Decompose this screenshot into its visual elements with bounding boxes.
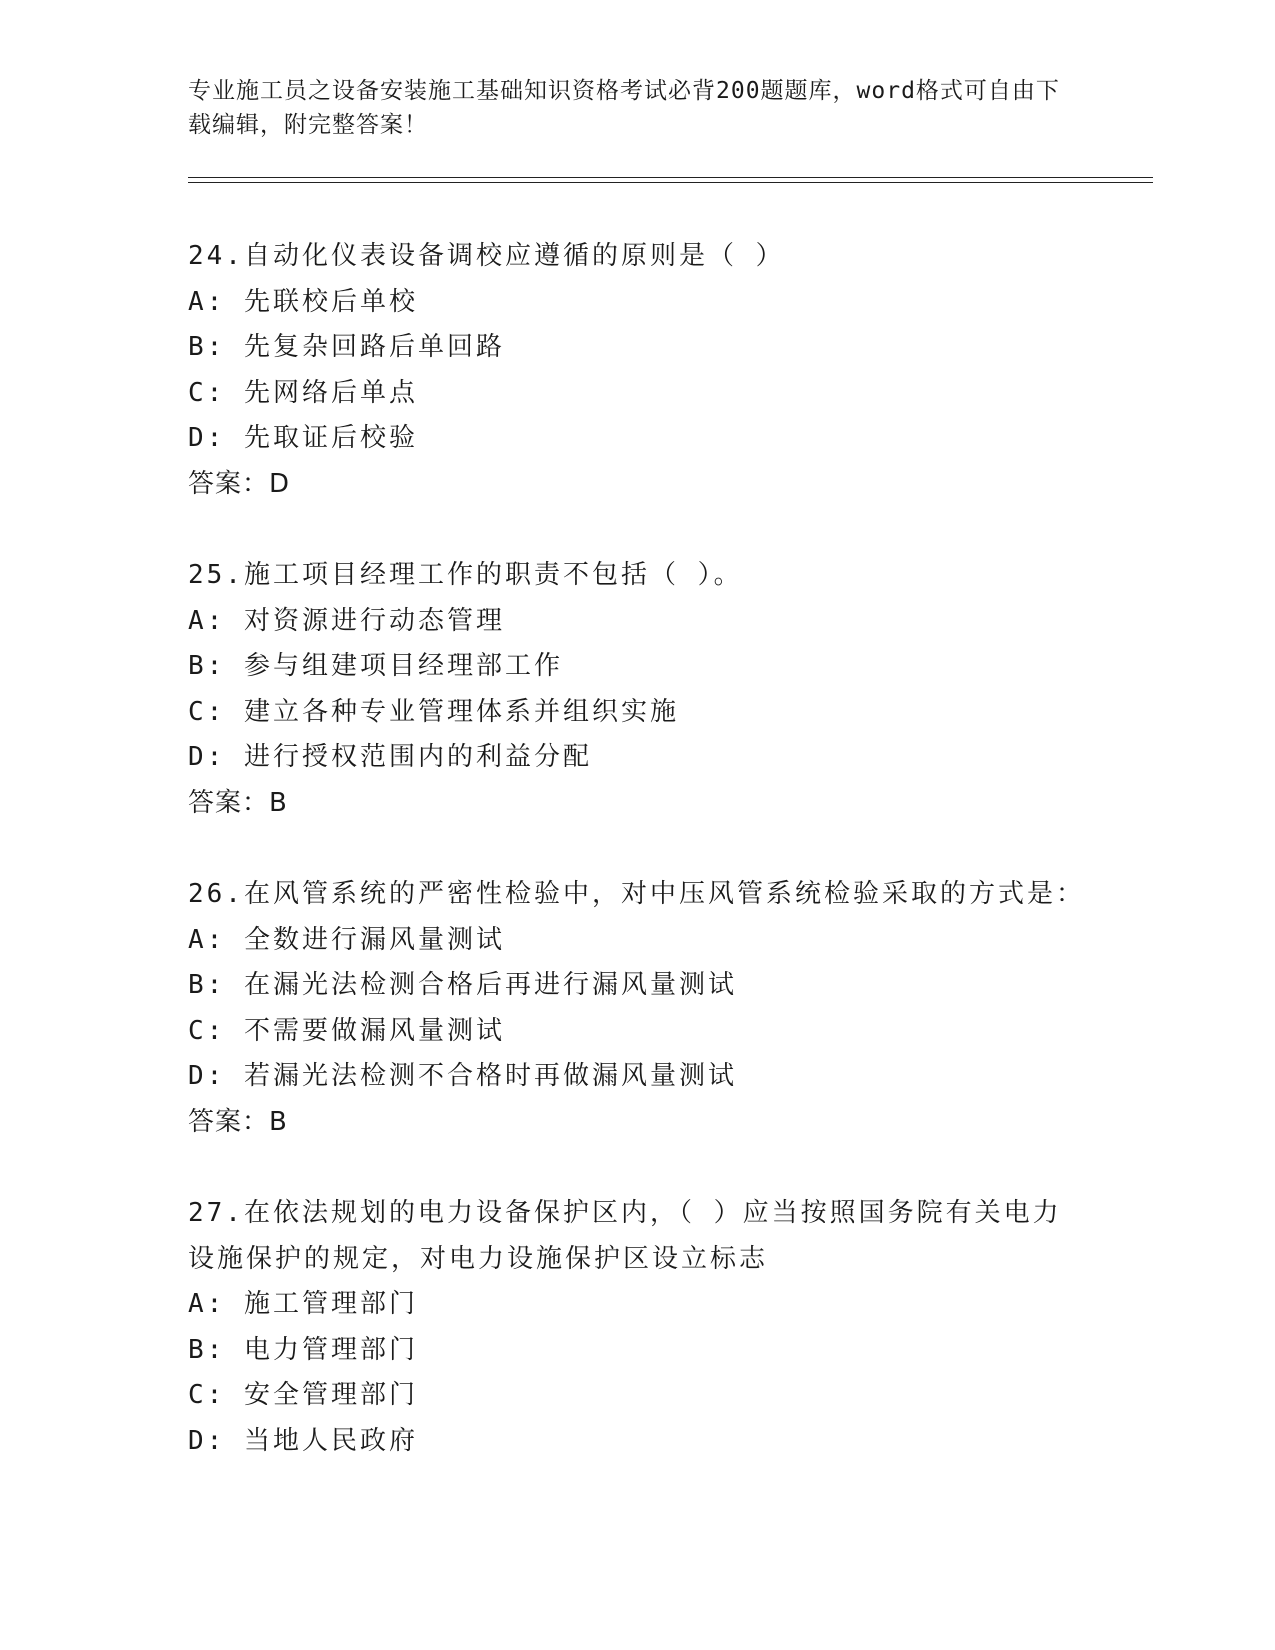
question-24 bbox=[188, 234, 1088, 507]
header-rule-bottom bbox=[188, 182, 1153, 183]
answer-line: 答案：D bbox=[188, 468, 291, 499]
question-27 bbox=[188, 1191, 1088, 1464]
answer-line: 答案：B bbox=[188, 1106, 288, 1137]
question-25 bbox=[188, 553, 1088, 826]
option-a: A: 先联校后单校 bbox=[188, 286, 418, 317]
question-stem-continued: 设施保护的规定，对电力设施保护区设立标志 bbox=[188, 1243, 769, 1274]
question-26 bbox=[188, 872, 1088, 1145]
option-c: C: 安全管理部门 bbox=[188, 1380, 418, 1410]
option-b: B: 先复杂回路后单回路 bbox=[188, 332, 505, 362]
option-d: D: 进行授权范围内的利益分配 bbox=[188, 742, 592, 772]
option-b: B: 在漏光法检测合格后再进行漏风量测试 bbox=[188, 970, 737, 1000]
option-a: A: 对资源进行动态管理 bbox=[188, 605, 505, 636]
option-a: A: 施工管理部门 bbox=[188, 1289, 418, 1319]
header-rule-top bbox=[188, 177, 1153, 178]
option-b: B: 参与组建项目经理部工作 bbox=[188, 651, 563, 681]
option-c: C: 建立各种专业管理体系并组织实施 bbox=[188, 696, 679, 727]
option-d: D: 先取证后校验 bbox=[188, 423, 418, 453]
document-header: 专业施工员之设备安装施工基础知识资格考试必背200题题库，word格式可自由下载编辑，附完整答案！ bbox=[188, 78, 1060, 138]
question-stem: 25.施工项目经理工作的职责不包括（ ）。 bbox=[188, 560, 743, 590]
option-d: D: 若漏光法检测不合格时再做漏风量测试 bbox=[188, 1061, 737, 1091]
question-stem: 24.自动化仪表设备调校应遵循的原则是（ ） bbox=[188, 241, 785, 271]
option-d: D: 当地人民政府 bbox=[188, 1425, 418, 1456]
question-stem: 27.在依法规划的电力设备保护区内，（ ）应当按照国务院有关电力 bbox=[188, 1198, 1062, 1228]
option-c: C: 先网络后单点 bbox=[188, 377, 418, 408]
question-stem: 26.在风管系统的严密性检验中，对中压风管系统检验采取的方式是： bbox=[188, 879, 1085, 909]
answer-line: 答案：B bbox=[188, 787, 288, 818]
option-b: B: 电力管理部门 bbox=[188, 1334, 418, 1365]
option-a: A: 全数进行漏风量测试 bbox=[188, 924, 505, 955]
option-c: C: 不需要做漏风量测试 bbox=[188, 1015, 505, 1046]
